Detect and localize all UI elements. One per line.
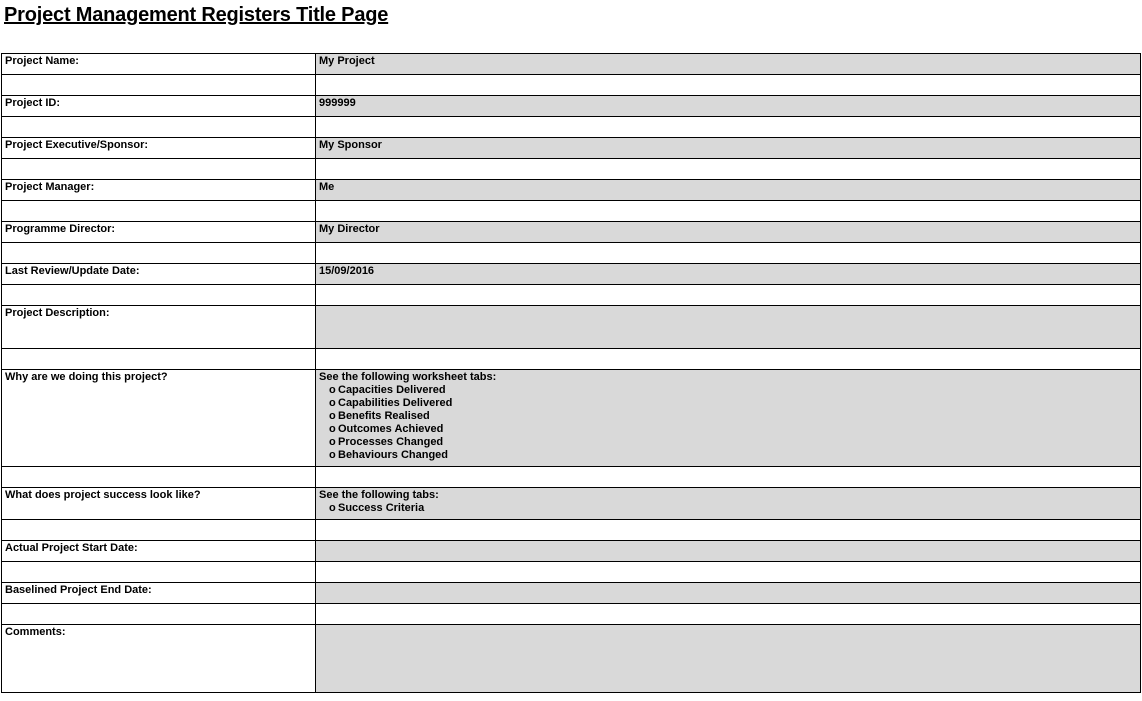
field-value-last-review-date[interactable]: 15/09/2016 [316, 264, 1141, 285]
spacer-cell [2, 562, 316, 583]
spacer-row [2, 562, 1141, 583]
page-title: Project Management Registers Title Page [4, 4, 389, 26]
list-item-text: Outcomes Achieved [338, 423, 444, 435]
list-item [319, 397, 1137, 410]
spacer-row [2, 467, 1141, 488]
bullet-icon: o [329, 410, 336, 422]
spacer-cell [316, 285, 1141, 306]
field-label-project-description: Project Description: [2, 306, 316, 349]
spacer-cell [316, 117, 1141, 138]
spacer-cell [2, 467, 316, 488]
success-value-list [319, 489, 1137, 515]
field-value-project-manager[interactable]: Me [316, 180, 1141, 201]
field-value-success[interactable] [316, 488, 1141, 520]
field-value-comments[interactable] [316, 625, 1141, 693]
bullet-icon: o [329, 397, 336, 409]
bullet-icon: o [329, 449, 336, 461]
why-intro: See the following worksheet tabs: [319, 371, 497, 383]
field-label-project-name: Project Name: [2, 54, 316, 75]
spacer-cell [2, 243, 316, 264]
list-item [319, 384, 1137, 397]
spacer-row [2, 159, 1141, 180]
spacer-cell [316, 349, 1141, 370]
spacer-cell [316, 75, 1141, 96]
success-intro: See the following tabs: [319, 489, 439, 501]
list-item-text: Capacities Delivered [338, 384, 446, 396]
spacer-row [2, 285, 1141, 306]
field-value-sponsor[interactable]: My Sponsor [316, 138, 1141, 159]
field-label-why: Why are we doing this project? [2, 370, 316, 467]
spacer-cell [2, 159, 316, 180]
bullet-icon: o [329, 502, 336, 514]
spacer-cell [316, 201, 1141, 222]
field-value-start-date[interactable] [316, 541, 1141, 562]
spacer-row [2, 604, 1141, 625]
field-row-sponsor [2, 138, 1141, 159]
field-row-success [2, 488, 1141, 520]
bullet-icon: o [329, 384, 336, 396]
field-label-project-manager: Project Manager: [2, 180, 316, 201]
list-item [319, 423, 1137, 436]
spacer-cell [2, 201, 316, 222]
field-label-success: What does project success look like? [2, 488, 316, 520]
field-row-comments [2, 625, 1141, 693]
list-item [319, 449, 1137, 462]
field-row-last-review-date [2, 264, 1141, 285]
field-value-project-description[interactable] [316, 306, 1141, 349]
spacer-cell [316, 467, 1141, 488]
list-item-text: Processes Changed [338, 436, 444, 448]
bullet-icon: o [329, 436, 336, 448]
spacer-row [2, 243, 1141, 264]
register-table [1, 53, 1141, 693]
spacer-cell [316, 243, 1141, 264]
spacer-cell [2, 117, 316, 138]
spacer-cell [2, 520, 316, 541]
why-value-list [319, 371, 1137, 462]
field-row-why [2, 370, 1141, 467]
list-item-text: Benefits Realised [338, 410, 430, 422]
field-value-project-name[interactable]: My Project [316, 54, 1141, 75]
list-item [319, 410, 1137, 423]
spacer-cell [316, 159, 1141, 180]
spacer-cell [316, 520, 1141, 541]
spacer-row [2, 349, 1141, 370]
spacer-cell [2, 604, 316, 625]
spacer-row [2, 75, 1141, 96]
field-value-why[interactable] [316, 370, 1141, 467]
field-row-project-manager [2, 180, 1141, 201]
bullet-icon: o [329, 423, 336, 435]
field-row-project-name [2, 54, 1141, 75]
field-value-programme-director[interactable]: My Director [316, 222, 1141, 243]
field-label-end-date: Baselined Project End Date: [2, 583, 316, 604]
list-item [319, 436, 1137, 449]
field-value-end-date[interactable] [316, 583, 1141, 604]
list-item-text: Behaviours Changed [338, 449, 449, 461]
field-label-programme-director: Programme Director: [2, 222, 316, 243]
spacer-cell [316, 604, 1141, 625]
field-label-start-date: Actual Project Start Date: [2, 541, 316, 562]
spacer-cell [2, 285, 316, 306]
field-label-comments: Comments: [2, 625, 316, 693]
spacer-cell [316, 562, 1141, 583]
field-row-project-description [2, 306, 1141, 349]
field-label-project-id: Project ID: [2, 96, 316, 117]
field-row-project-id [2, 96, 1141, 117]
field-row-start-date [2, 541, 1141, 562]
list-item [319, 502, 1137, 515]
list-item-text: Capabilities Delivered [338, 397, 453, 409]
field-label-last-review-date: Last Review/Update Date: [2, 264, 316, 285]
spacer-cell [2, 75, 316, 96]
field-row-programme-director [2, 222, 1141, 243]
field-row-end-date [2, 583, 1141, 604]
spacer-row [2, 117, 1141, 138]
field-value-project-id[interactable]: 999999 [316, 96, 1141, 117]
list-item-text: Success Criteria [338, 502, 425, 514]
spacer-row [2, 201, 1141, 222]
spacer-cell [2, 349, 316, 370]
field-label-sponsor: Project Executive/Sponsor: [2, 138, 316, 159]
spacer-row [2, 520, 1141, 541]
